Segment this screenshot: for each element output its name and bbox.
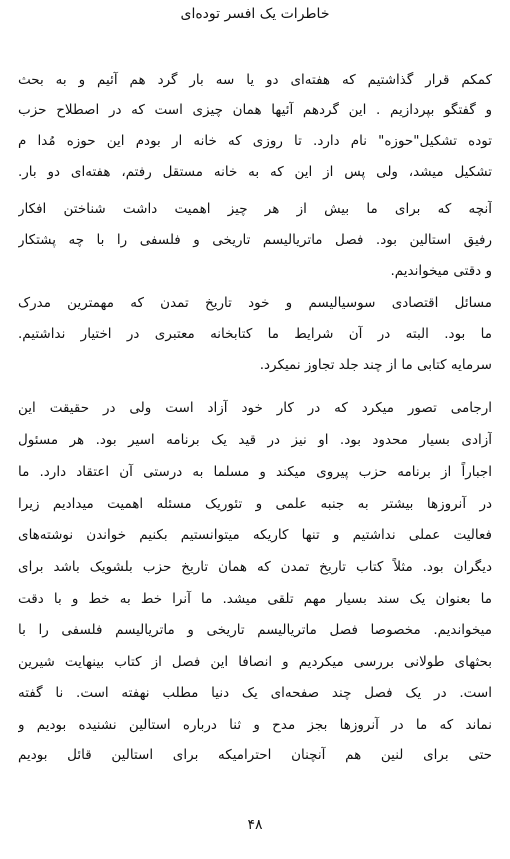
text-line: ارجامی تصور میکرد که در کار خود آزاد است ولی در حقیقت این	[18, 400, 492, 416]
text-line: آنچه که برای ما بیش از هر چیز اهمیت داشت شناختن افکار	[18, 201, 492, 217]
text-line: و گفتگو بپردازیم . این گردهم آئیها همان چیزی است که در اصطلاح حزب	[18, 102, 492, 118]
text-line: آزادی بسیار محدود بود. او نیز در قید یک برنامه اسیر بود. هر مسئول	[18, 432, 492, 448]
text-line: توده تشکیل"حوزه" نام دارد. تا روزی که خانه ار بودم این حوزه مُدا م	[18, 133, 492, 149]
text-line: بحثهای طولانی بررسی میکردیم و انصافا این فصل از کتاب بینهایت شیرین	[18, 654, 492, 670]
text-line: حتی برای لنین هم آنچنان احترامیکه برای استالین قائل بودیم	[18, 747, 492, 763]
text-line: است. در یک فصل چند صفحه‌ای یک دنیا مطلب نهفته است. نا گفته	[18, 685, 492, 701]
text-line: میخواندیم. مخصوصا فصل ماتریالیسم تاریخی و ماتریالیسم فلسفی را با	[18, 622, 492, 638]
text-line: ما بود. البته در آن شرایط ما کتابخانه معتبری در اختیار نداشتیم.	[18, 326, 492, 342]
text-line: در آنروزها بیشتر به جنبه علمی و تئوریک مسئله اهمیت میدادیم زیرا	[18, 496, 492, 512]
text-line: و دقتی میخواندیم.	[390, 263, 492, 279]
page-number: ۴۸	[247, 817, 263, 833]
text-line: فعالیت عملی نداشتیم و تنها کاریکه میتوانستیم بکنیم خواندن نوشته‌های	[18, 527, 492, 543]
text-line: ما بعنوان یک سند بسیار مهم تلقی میشد. ما آنرا خط به خط و با دقت	[18, 591, 492, 607]
running-header: خاطرات یک افسر توده‌ای	[180, 6, 330, 22]
text-line: تشکیل میشد، ولی پس از این که به خانه مستقل رفتم، هفته‌ای دو بار.	[18, 164, 492, 180]
text-line: اجباراً از برنامه حزب پیروی میکند و مسلما به درستی آن اعتقاد دارد. ما	[18, 464, 492, 480]
text-line: کمکم قرار گذاشتیم که هفته‌ای دو یا سه بار گرد هم آئیم و به بحث	[18, 72, 492, 88]
text-line: رفیق استالین بود. فصل ماتریالیسم تاریخی و فلسفی را با چه پشتکار	[18, 232, 492, 248]
text-line: دیگران بود. مثلاً کتاب تاریخ تمدن که همان تاریخ حزب بلشویک باشد برای	[18, 559, 492, 575]
text-line: سرمایه کتابی ما از چند جلد تجاوز نمیکرد.	[259, 357, 492, 373]
text-line: مسائل اقتصادی سوسیالیسم و خود تاریخ تمدن که مهمترین مدرک	[18, 295, 492, 311]
text-line: نماند که ما در آنروزها بجز مدح و ثنا درباره استالین نشنیده بودیم و	[18, 717, 492, 733]
